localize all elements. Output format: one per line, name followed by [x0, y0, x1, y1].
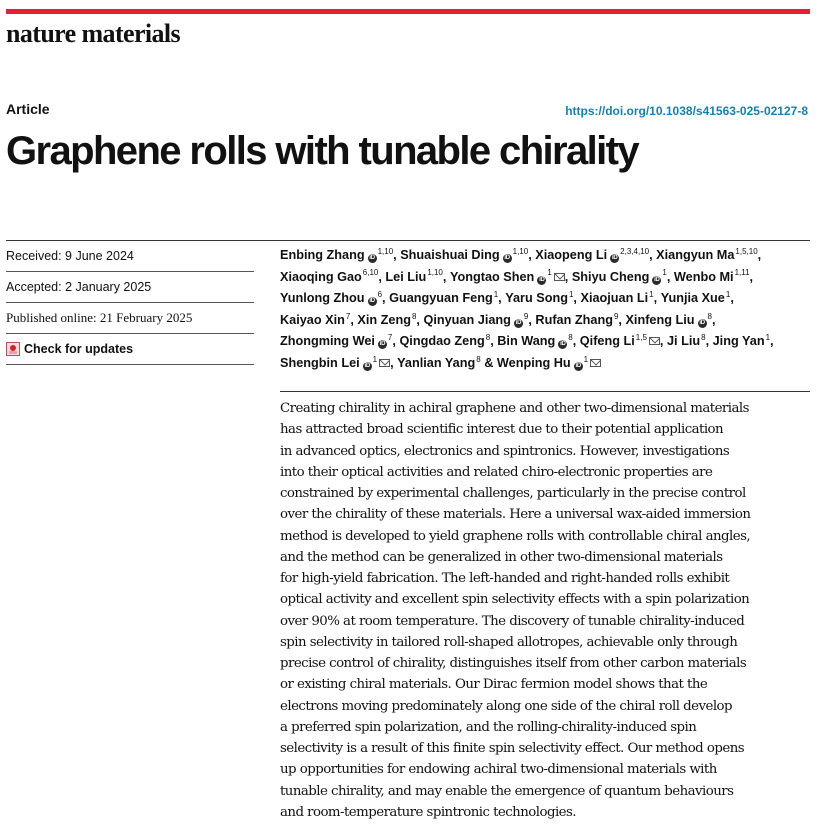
author[interactable]	[497, 334, 580, 348]
abstract-line: method is developed to yield graphene rolls with controllable chiral angles,	[280, 528, 751, 544]
affiliation-marker: 1	[765, 333, 771, 343]
author[interactable]	[280, 334, 399, 348]
author-separator: ,	[528, 248, 536, 262]
abstract-line: up opportunities for endowing achiral two-dimensional materials with	[280, 762, 717, 778]
author[interactable]	[385, 270, 450, 284]
orcid-icon[interactable]: iD	[654, 276, 660, 283]
abstract-line: a preferred spin polarization, and the rolling-chirality-induced spin	[280, 719, 697, 735]
author[interactable]	[399, 334, 497, 348]
author-separator: ,	[393, 248, 401, 262]
abstract-line: over the chirality of these materials. Here a universal wax-aided immersion	[280, 507, 751, 523]
abstract-line: for high-yield fabrication. The left-handed and right-handed rolls exhibit	[280, 571, 730, 586]
abstract-line: constrained by experimental challenges, particularly in the precise control	[280, 486, 746, 501]
affiliation-marker: 8	[701, 333, 706, 343]
orcid-icon[interactable]: iD	[379, 341, 386, 348]
author[interactable]	[357, 313, 423, 327]
author[interactable]	[280, 291, 389, 305]
author-separator: ,	[653, 291, 661, 306]
abstract-line: has attracted broad scientific interest due to their potential application	[280, 422, 724, 438]
abstract-line: or existing chiral materials. Our Dirac fermion model shows that the	[280, 677, 708, 693]
author-separator: ,	[757, 248, 762, 262]
affiliation-marker: 1	[493, 289, 499, 299]
affiliation-marker: 6	[377, 289, 383, 299]
author[interactable]	[280, 270, 385, 284]
author-name: Yaru Song	[505, 291, 568, 306]
author-name: Zhongming Wei	[280, 334, 375, 349]
orcid-icon[interactable]: iD	[504, 255, 510, 261]
orcid-icon[interactable]: iD	[364, 362, 370, 369]
received-date: Received: 9 June 2024	[6, 241, 254, 272]
abstract-line: into their optical activities and related chiro-electronic properties are	[280, 464, 713, 480]
author-separator: ,	[730, 291, 734, 306]
affiliation-marker: 7	[345, 311, 351, 321]
abstract-line: spin selectivity in tailored roll-shaped allotropes, achievable only through	[280, 634, 738, 650]
author-name: Yanlian Yang	[397, 355, 476, 370]
author-name: Xiaopeng Li	[535, 248, 608, 262]
orcid-icon[interactable]: iD	[699, 319, 705, 326]
affiliation-marker: 2,3,4,10	[620, 246, 650, 256]
author-separator: ,	[490, 334, 498, 349]
author-name: Qingdao Zeng	[399, 334, 485, 349]
affiliation-marker: 1	[583, 354, 589, 364]
author[interactable]	[280, 248, 400, 262]
orcid-icon[interactable]: iD	[539, 276, 545, 283]
author[interactable]	[450, 270, 572, 284]
author[interactable]	[397, 356, 497, 370]
orcid-icon[interactable]: iD	[369, 255, 375, 261]
author[interactable]	[674, 270, 753, 284]
author[interactable]	[667, 334, 713, 348]
affiliation-marker: 1	[649, 289, 654, 299]
author[interactable]	[497, 356, 601, 370]
author-separator: ,	[564, 269, 572, 284]
orcid-icon[interactable]: iD	[560, 341, 566, 348]
orcid-icon[interactable]: iD	[611, 255, 618, 261]
check-for-updates-button[interactable]	[6, 342, 133, 356]
author-separator: ,	[770, 334, 774, 349]
author-name: Ji Liu	[666, 334, 701, 349]
author-name: Guangyuan Feng	[389, 291, 493, 306]
author-name: Shengbin Lei	[280, 355, 360, 370]
author-name: Xiaojuan Li	[580, 291, 649, 306]
affiliation-marker: 8	[411, 311, 417, 321]
abstract-line: electrons moving predominately along one side of the chiral roll develop	[280, 698, 733, 714]
author-name: Qifeng Li	[579, 334, 635, 349]
author[interactable]	[280, 313, 357, 327]
affiliation-marker: 8	[568, 333, 573, 343]
author-name: Wenping Hu	[496, 355, 571, 370]
author[interactable]	[535, 248, 656, 262]
author[interactable]	[580, 291, 660, 305]
author-separator: ,	[666, 269, 674, 284]
check-for-updates-icon	[6, 342, 20, 356]
author-name: Jing Yan	[712, 334, 765, 349]
author-separator: ,	[350, 312, 358, 327]
author-name: Rufan Zhang	[535, 312, 613, 327]
author-list	[280, 245, 812, 375]
check-updates-row	[6, 334, 254, 365]
author[interactable]	[713, 334, 774, 348]
article-title: Graphene rolls with tunable chirality	[6, 129, 639, 173]
abstract-line: selectivity is a result of this finite spin selectivity effect. Our method opens	[280, 741, 745, 756]
affiliation-marker: 1,10	[512, 246, 529, 256]
brand-rule	[6, 9, 810, 14]
affiliation-marker: 1,10	[427, 268, 443, 278]
abstract-line: tunable chirality, and may enable the emergence of quantum behaviours	[280, 783, 734, 799]
author-name: Xiangyun Ma	[656, 248, 735, 262]
author-name: Xin Zeng	[357, 312, 411, 327]
article-dates-panel	[6, 241, 254, 365]
author[interactable]	[625, 313, 715, 327]
abstract	[280, 398, 812, 823]
article-type: Article	[6, 101, 50, 117]
author-name: Bin Wang	[497, 334, 556, 349]
author-separator: ,	[618, 312, 626, 327]
affiliation-marker: 1,11	[734, 268, 750, 278]
abstract-rule	[280, 391, 810, 392]
abstract-line: and the method can be generalized in other two-dimensional materials	[280, 549, 723, 565]
email-icon[interactable]	[554, 273, 565, 281]
affiliation-marker: 1,5,10	[735, 246, 758, 256]
abstract-line: Creating chirality in achiral graphene and other two-dimensional materials	[280, 401, 749, 416]
author[interactable]	[580, 334, 667, 348]
check-for-updates-label: Check for updates	[24, 342, 134, 356]
author-separator: ,	[382, 291, 390, 306]
author-separator: ,	[378, 269, 386, 284]
affiliation-marker: 1	[568, 289, 574, 299]
author-separator: ,	[390, 355, 398, 370]
author-name: Shiyu Cheng	[571, 269, 650, 284]
author-name: Yunjia Xue	[660, 291, 725, 306]
affiliation-marker: 8	[707, 311, 712, 321]
author[interactable]	[280, 356, 397, 370]
affiliation-marker: 1	[547, 268, 552, 278]
author-separator: ,	[416, 312, 424, 327]
author[interactable]	[389, 291, 505, 305]
author-separator: ,	[573, 291, 581, 306]
journal-name[interactable]: nature materials	[6, 19, 181, 48]
abstract-line: over 90% at room temperature. The discovery of tunable chirality-induced	[280, 613, 745, 629]
affiliation-marker: 1	[725, 289, 731, 299]
author-separator: ,	[649, 248, 657, 262]
doi-link[interactable]: https://doi.org/10.1038/s41563-025-02127-8	[565, 104, 808, 118]
author[interactable]	[535, 313, 625, 327]
author-separator: ,	[572, 334, 580, 349]
author-separator: ,	[528, 312, 536, 327]
author[interactable]	[656, 248, 761, 262]
author-separator: ,	[705, 334, 713, 349]
author-name: Kaiyao Xin	[280, 312, 345, 327]
published-date: Published online: 21 February 2025	[6, 303, 254, 334]
orcid-icon[interactable]: iD	[575, 362, 581, 369]
author-name: Wenbo Mi	[673, 269, 734, 284]
affiliation-marker: 1,5	[635, 333, 647, 343]
author-name: Shuaishuai Ding	[400, 248, 500, 262]
orcid-icon[interactable]: iD	[369, 298, 375, 305]
orcid-icon[interactable]: iD	[515, 319, 522, 326]
affiliation-marker: 8	[476, 354, 481, 364]
author-name: Yunlong Zhou	[280, 291, 365, 306]
affiliation-marker: 9	[613, 311, 619, 321]
email-icon[interactable]	[649, 337, 660, 345]
author-name: Yongtao Shen	[449, 269, 535, 284]
author-separator: ,	[392, 334, 400, 349]
author-name: Xinfeng Liu	[625, 312, 695, 327]
author-name: Enbing Zhang	[280, 248, 365, 262]
author[interactable]	[400, 248, 535, 262]
author-separator: ,	[442, 269, 450, 284]
email-icon[interactable]	[379, 359, 390, 367]
affiliation-marker: 1	[662, 268, 667, 278]
affiliation-marker: 9	[523, 311, 529, 321]
author-separator: ,	[659, 334, 667, 349]
author-name: Qinyuan Jiang	[423, 312, 511, 327]
author-separator: ,	[498, 291, 506, 306]
author[interactable]	[661, 291, 734, 305]
author[interactable]	[505, 291, 580, 305]
author-separator: ,	[749, 269, 754, 284]
abstract-line: in advanced optics, electronics and spintronics. However, investigations	[280, 443, 730, 459]
abstract-line: precise control of chirality, distinguishes itself from other carbon materials	[280, 656, 747, 671]
affiliation-marker: 6,10	[362, 268, 379, 278]
accepted-date: Accepted: 2 January 2025	[6, 272, 254, 303]
abstract-line: and room-temperature spintronic technologies.	[280, 804, 577, 820]
abstract-line: optical activity and excellent spin selectivity effects with a spin polarization	[280, 592, 750, 608]
affiliation-marker: 1,10	[377, 246, 394, 256]
author[interactable]	[423, 313, 535, 327]
affiliation-marker: 1	[372, 354, 378, 364]
affiliation-marker: 7	[387, 333, 393, 343]
email-icon[interactable]	[590, 359, 601, 367]
author-name: Lei Liu	[385, 269, 427, 284]
author-name: Xiaoqing Gao	[280, 269, 362, 284]
author-separator: &	[480, 355, 497, 370]
author[interactable]	[572, 270, 674, 284]
author-separator: ,	[712, 312, 716, 327]
affiliation-marker: 8	[485, 333, 491, 343]
